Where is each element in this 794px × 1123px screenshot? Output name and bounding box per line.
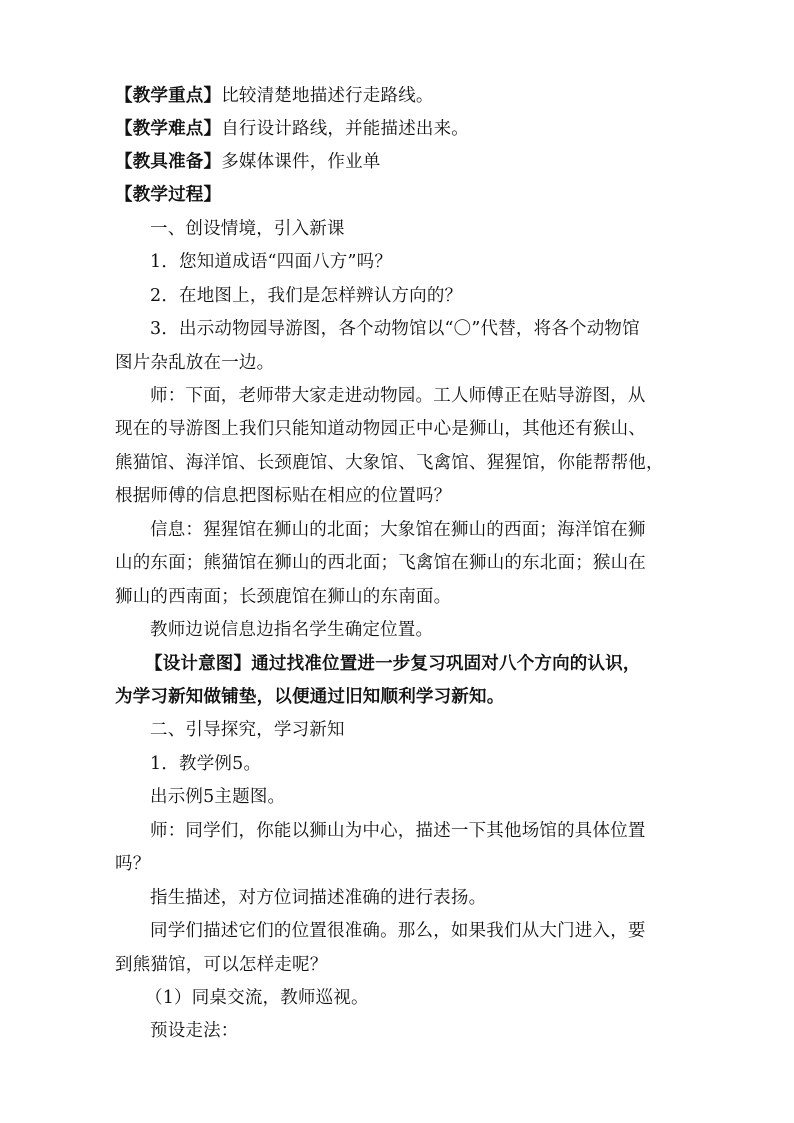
paragraph-line: 同学们描述它们的位置很准确。那么，如果我们从大门进入，要 xyxy=(150,921,646,941)
design-intent-line: 为学习新知做铺垫，以便通过旧知顺利学习新知。 xyxy=(115,687,505,707)
paragraph-line: 1．教学例5。 xyxy=(150,754,262,774)
teaching-tools-text: 多媒体课件，作业单 xyxy=(221,152,381,172)
teaching-difficulty-label: 【教学难点】 xyxy=(115,119,222,139)
teaching-tools xyxy=(115,150,695,174)
paragraph-line: 吗？ xyxy=(115,854,151,874)
section-two-heading: 二、引导探究，学习新知 xyxy=(150,720,345,740)
paragraph-line: 到熊猫馆，可以怎样走呢？ xyxy=(115,955,328,975)
teaching-focus-label: 【教学重点】 xyxy=(115,86,222,106)
paragraph-line: 山的东面；熊猫馆在狮山的西北面；飞禽馆在狮山的东北面；猴山在 xyxy=(115,553,646,573)
paragraph-line: 1．您知道成语“四面八方”吗？ xyxy=(150,252,393,272)
paragraph-line: 信息：猩猩馆在狮山的北面；大象馆在狮山的西面；海洋馆在狮 xyxy=(150,520,646,540)
paragraph-line: 2．在地图上，我们是怎样辨认方向的？ xyxy=(150,286,463,306)
paragraph-line: 指生描述，对方位词描述准确的进行表扬。 xyxy=(150,888,487,908)
section-one-heading: 一、创设情境，引入新课 xyxy=(150,219,345,239)
design-intent-line: 【设计意图】通过找准位置进一步复习巩固对八个方向的认识， xyxy=(145,654,641,674)
teaching-focus-text: 比较清楚地描述行走路线。 xyxy=(221,86,434,106)
paragraph-line: 预设走法： xyxy=(150,1021,239,1041)
paragraph-line: 现在的导游图上我们只能知道动物园正中心是狮山，其他还有猴山、 xyxy=(115,419,646,439)
paragraph-line: 出示例5主题图。 xyxy=(150,787,286,807)
paragraph-line: 图片杂乱放在一边。 xyxy=(115,353,275,373)
paragraph-line: 狮山的西南面；长颈鹿馆在狮山的东南面。 xyxy=(115,587,452,607)
teaching-difficulty xyxy=(115,117,695,141)
teaching-difficulty-text: 自行设计路线，并能描述出来。 xyxy=(221,119,470,139)
teaching-process-heading: 【教学过程】 xyxy=(115,185,222,205)
paragraph-line: 3．出示动物园导游图，各个动物馆以“〇”代替，将各个动物馆 xyxy=(150,319,640,339)
paragraph-line: 教师边说信息边指名学生确定位置。 xyxy=(150,620,434,640)
paragraph-line: 师：同学们，你能以狮山为中心，描述一下其他场馆的具体位置 xyxy=(150,821,646,841)
paragraph-line: 师：下面，老师带大家走进动物园。工人师傅正在贴导游图，从 xyxy=(150,386,646,406)
teaching-focus xyxy=(115,84,695,108)
paragraph-line: 熊猫馆、海洋馆、长颈鹿馆、大象馆、飞禽馆、猩猩馆，你能帮帮他， xyxy=(115,453,664,473)
paragraph-line: （1）同桌交流，教师巡视。 xyxy=(145,988,369,1008)
paragraph-line: 根据师傅的信息把图标贴在相应的位置吗？ xyxy=(115,486,452,506)
teaching-tools-label: 【教具准备】 xyxy=(115,152,222,172)
